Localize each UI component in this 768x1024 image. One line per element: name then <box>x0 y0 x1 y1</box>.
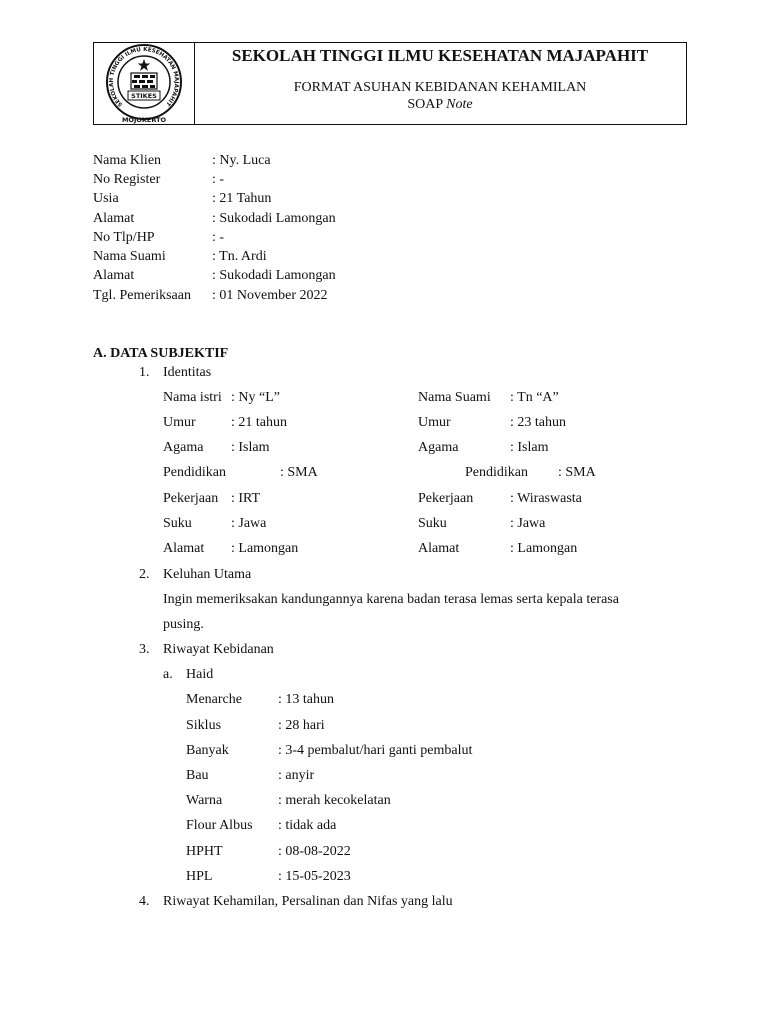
svg-text:STIKES: STIKES <box>131 92 157 100</box>
svg-text:SEKOLAH TINGGI ILMU KESEHATAN: SEKOLAH TINGGI ILMU KESEHATAN MAJAPAHIT <box>108 46 180 108</box>
identity-value: : Lamongan <box>510 541 578 556</box>
haid-value: : 28 hari <box>278 718 325 733</box>
identity-label: Umur <box>418 415 451 430</box>
logo-cell <box>94 43 195 124</box>
identity-value: : 21 tahun <box>231 415 287 430</box>
client-label: Nama Suami <box>93 249 166 264</box>
identity-label: Pekerjaan <box>163 491 219 506</box>
form-subtitle <box>194 97 686 113</box>
complaint-text: pusing. <box>163 617 204 632</box>
item-label: Riwayat Kebidanan <box>163 642 274 657</box>
client-label: Tgl. Pemeriksaan <box>93 288 191 303</box>
haid-label: HPHT <box>186 844 223 859</box>
haid-label: Warna <box>186 793 223 808</box>
identity-label: Pendidikan <box>163 465 226 480</box>
complaint-text: Ingin memeriksakan kandungannya karena badan terasa lemas serta kepala terasa <box>163 592 619 607</box>
identity-label: Pekerjaan <box>418 491 474 506</box>
section-title: A. DATA SUBJEKTIF <box>93 346 229 361</box>
note-label: Note <box>446 97 473 112</box>
client-value: : Tn. Ardi <box>212 249 267 264</box>
institution-title: SEKOLAH TINGGI ILMU KESEHATAN MAJAPAHIT <box>231 46 649 65</box>
haid-value: : anyir <box>278 768 315 783</box>
stikes-logo-icon <box>97 44 191 124</box>
client-value: : - <box>212 172 225 187</box>
haid-label: Flour Albus <box>186 818 253 833</box>
identity-value: : Tn “A” <box>510 390 559 405</box>
haid-label: Bau <box>186 768 209 783</box>
client-label: No Register <box>93 172 161 187</box>
haid-value: : 13 tahun <box>278 692 334 707</box>
subitem-title: Haid <box>186 667 214 682</box>
item-number: 1. <box>139 365 150 380</box>
client-value: : - <box>212 230 225 245</box>
svg-text:MOJOKERTO: MOJOKERTO <box>121 116 167 124</box>
item-label: Keluhan Utama <box>163 567 252 582</box>
identity-value: : Islam <box>510 440 549 455</box>
haid-value: : tidak ada <box>278 818 337 833</box>
identity-value: : Wiraswasta <box>510 491 582 506</box>
identity-label: Alamat <box>163 541 205 556</box>
soap-label: SOAP <box>407 97 443 112</box>
identity-value: : Ny “L” <box>231 390 280 405</box>
identity-value: : SMA <box>558 465 596 480</box>
item-label: Identitas <box>163 365 212 380</box>
haid-label: Banyak <box>186 743 229 758</box>
client-value: : 21 Tahun <box>212 191 272 206</box>
item-number: 4. <box>139 894 150 909</box>
haid-value: : 3-4 pembalut/hari ganti pembalut <box>278 743 473 758</box>
haid-value: : merah kecokelatan <box>278 793 391 808</box>
item-label: Riwayat Kehamilan, Persalinan dan Nifas yang lalu <box>163 894 453 909</box>
item-number: 3. <box>139 642 150 657</box>
client-label: Usia <box>93 191 119 206</box>
identity-value: : IRT <box>231 491 261 506</box>
identity-label: Agama <box>163 440 204 455</box>
haid-label: Menarche <box>186 692 242 707</box>
identity-label: Nama istri <box>163 390 222 405</box>
haid-value: : 15-05-2023 <box>278 869 351 884</box>
identity-value: : SMA <box>280 465 318 480</box>
identity-label: Alamat <box>418 541 460 556</box>
item-number: 2. <box>139 567 150 582</box>
haid-label: HPL <box>186 869 213 884</box>
client-label: Alamat <box>93 211 135 226</box>
client-value: : Sukodadi Lamongan <box>212 268 336 283</box>
identity-label: Pendidikan <box>465 465 528 480</box>
identity-value: : Islam <box>231 440 270 455</box>
identity-label: Suku <box>418 516 447 531</box>
header-box <box>93 42 687 125</box>
client-value: : 01 November 2022 <box>212 288 328 303</box>
identity-label: Nama Suami <box>418 390 491 405</box>
identity-value: : Jawa <box>231 516 267 531</box>
form-title: FORMAT ASUHAN KEBIDANAN KEHAMILAN <box>293 80 587 95</box>
haid-label: Siklus <box>186 718 222 733</box>
haid-value: : 08-08-2022 <box>278 844 351 859</box>
identity-label: Agama <box>418 440 459 455</box>
client-label: No Tlp/HP <box>93 230 155 245</box>
identity-value: : 23 tahun <box>510 415 566 430</box>
identity-label: Suku <box>163 516 192 531</box>
client-label: Alamat <box>93 268 135 283</box>
identity-value: : Jawa <box>510 516 546 531</box>
client-value: : Ny. Luca <box>212 153 271 168</box>
client-value: : Sukodadi Lamongan <box>212 211 336 226</box>
subitem-letter: a. <box>163 667 173 682</box>
identity-value: : Lamongan <box>231 541 299 556</box>
identity-label: Umur <box>163 415 196 430</box>
client-label: Nama Klien <box>93 153 162 168</box>
